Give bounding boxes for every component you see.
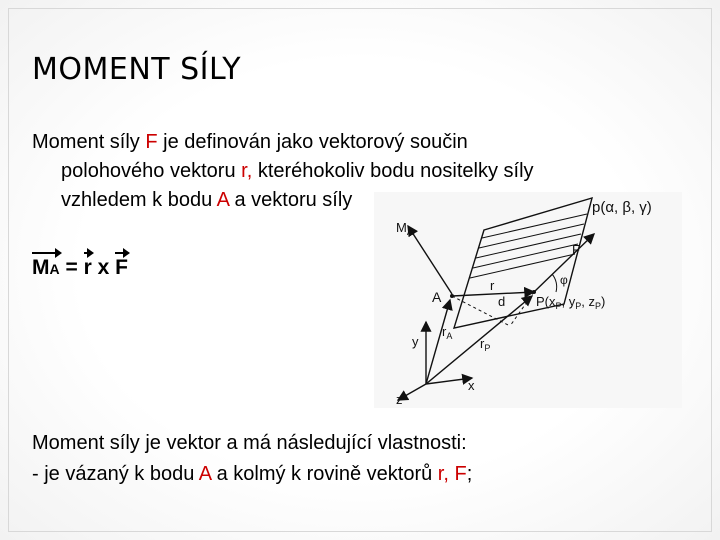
force-symbol: F	[145, 131, 158, 153]
force-label: F	[572, 242, 580, 257]
force-line-extension	[510, 292, 534, 326]
equals-sign: =	[65, 256, 78, 279]
intro-text: a vektoru síly	[234, 189, 353, 211]
ra-vector-line	[426, 300, 453, 384]
slide-title: MOMENT SÍLY	[32, 52, 242, 87]
position-vector-symbol: r,	[241, 160, 253, 182]
x-axis-label: x	[468, 378, 475, 393]
intro-line-2	[32, 157, 688, 186]
moment-vector-line	[408, 226, 452, 294]
r-label: r	[490, 278, 495, 293]
properties-heading: Moment síly je vektor a má následující vlastnosti:	[32, 432, 467, 454]
moment-label: $M_A$	[396, 220, 413, 237]
intro-text: polohového vektoru	[61, 160, 236, 182]
properties-item: - je vázaný k bodu A a kolmý k rovině vektorů r, F;	[32, 463, 473, 485]
intro-text: vzhledem k bodu	[61, 189, 213, 211]
phi-label: φ	[560, 273, 568, 287]
vectors-symbol: r, F	[437, 463, 467, 485]
moment-vector-symbol: MA	[32, 256, 60, 279]
rp-label: $r_P$	[480, 336, 491, 353]
properties-block	[32, 428, 472, 490]
plane-label: p(α, β, γ)	[592, 199, 652, 216]
z-axis-label: z	[396, 392, 403, 407]
cross-product-sign: x	[97, 256, 110, 279]
intro-text: je definován jako vektorový součin	[163, 131, 468, 153]
rp-vector-line	[426, 296, 532, 384]
moment-diagram	[374, 192, 682, 408]
y-axis-label: y	[412, 334, 419, 349]
point-symbol: A	[216, 189, 229, 211]
moment-formula	[32, 256, 128, 280]
angle-arc	[552, 274, 557, 292]
d-label: d	[498, 294, 506, 309]
intro-line-1	[32, 128, 688, 157]
point-symbol: A	[198, 463, 212, 485]
plane-hatching	[470, 214, 587, 278]
intro-text: Moment síly	[32, 131, 140, 153]
intro-text: kteréhokoliv bodu nositelky síly	[257, 160, 534, 182]
point-a-label: A	[432, 289, 442, 305]
f-vector-symbol: F	[115, 256, 128, 279]
point-a-dot	[450, 294, 454, 298]
point-p-label: $P(x_P$, $y_P$, $z_P$)	[536, 294, 606, 311]
r-vector-symbol: r	[83, 256, 92, 279]
ra-label: $r_A$	[442, 324, 453, 341]
